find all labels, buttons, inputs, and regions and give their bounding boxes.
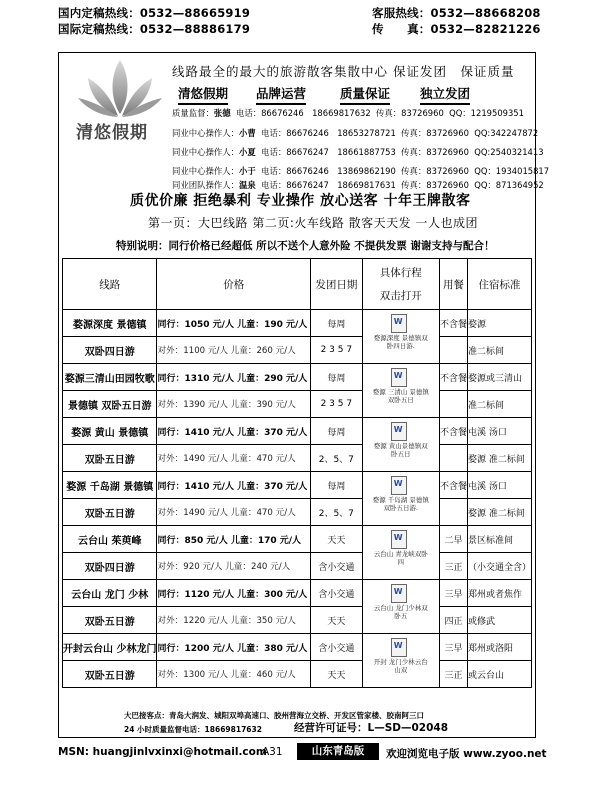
departure-days: 含小交通	[311, 634, 363, 661]
itinerary-doc[interactable]	[362, 580, 439, 634]
retail-price: 对外：1100 元/人 儿童：260 元/人	[157, 337, 311, 364]
word-document-icon[interactable]	[391, 314, 407, 333]
meal-info: 二早	[439, 526, 467, 553]
table-row	[63, 661, 532, 688]
table-row	[63, 310, 532, 337]
table-row	[63, 499, 532, 526]
meal-info: 不含餐	[439, 418, 467, 445]
departure-days: 2 3 5 7	[311, 337, 363, 364]
stay-info: 或修武	[467, 607, 531, 634]
table-row	[63, 337, 532, 364]
retail-price: 对外：920 元/人 儿童：240 元/人	[157, 553, 311, 580]
service-hotline: 客服热线：0532—88668208	[372, 6, 541, 20]
meal-info: 不含餐	[439, 310, 467, 337]
meal-info: 不含餐	[439, 364, 467, 391]
meal-info: 不含餐	[439, 472, 467, 499]
word-document-icon[interactable]	[391, 422, 407, 441]
badge-independent: 独立发团	[420, 84, 470, 105]
header-price: 价格	[157, 259, 311, 310]
table-row	[63, 418, 532, 445]
route-duration: 双卧五日游	[63, 499, 157, 526]
quality-phone: 24 小时质量监督电话：18669817632	[124, 725, 262, 734]
word-document-icon[interactable]	[391, 476, 407, 495]
badge-operation: 品牌运营	[256, 84, 306, 105]
itinerary-doc-label: 云台山 青龙峡双卧四	[373, 549, 428, 566]
stay-info: 郑州或洛阳	[467, 634, 531, 661]
route-duration: 双卧四日游	[63, 337, 157, 364]
meal-info: 三正	[439, 661, 467, 688]
stay-info: 婺源	[467, 310, 531, 337]
route-duration: 双卧五日游	[63, 607, 157, 634]
peer-price: 同行：1050 元/人 儿童：190 元/人	[157, 310, 311, 337]
stay-info: 景区标准间	[467, 526, 531, 553]
peer-price: 同行：1410 元/人 儿童：370 元/人	[157, 418, 311, 445]
departure-days: 天天	[311, 661, 363, 688]
departure-days: 2、5、7	[311, 445, 363, 472]
departure-days: 每周	[311, 364, 363, 391]
itinerary-doc[interactable]	[362, 634, 439, 688]
itinerary-doc[interactable]	[362, 310, 439, 364]
route-name: 开封云台山 少林龙门	[63, 634, 157, 661]
table-row	[63, 580, 532, 607]
staff-line: 同业中心操作人：小夏 电话：86676247 18661887753 传真：83726960 QQ:2540321413	[172, 147, 544, 157]
table-row	[63, 553, 532, 580]
meal-info: 三正	[439, 553, 467, 580]
staff-line: 同业团队操作人：温泉 电话：86676247 18669817631 传真：83726960 QQ：871364952	[172, 180, 544, 190]
fax-line: 传 真：0532—82821226	[372, 22, 541, 36]
meal-info	[439, 337, 467, 364]
page-number: A31	[262, 746, 283, 758]
peer-price: 同行：1120 元/人 儿童：300 元/人	[157, 580, 311, 607]
staff-line: 同业中心操作人：小曹 电话：86676246 18653278721 传真：83726960 QQ:342247872	[172, 128, 539, 138]
route-name: 云台山 龙门 少林	[63, 580, 157, 607]
header-meal: 用餐	[439, 259, 467, 310]
stay-info: 准二标间	[467, 391, 531, 418]
license-number: 经营许可证号：L—SD—02048	[294, 722, 448, 734]
badge-brand: 清悠假期	[178, 84, 228, 105]
route-duration: 景德镇 双卧五日游	[63, 391, 157, 418]
word-document-icon[interactable]	[391, 638, 407, 657]
itinerary-doc-label: 开封 龙门少林云台山双	[373, 657, 428, 674]
header-route: 线路	[63, 259, 157, 310]
meal-info: 三早	[439, 580, 467, 607]
staff-line: 同业中心操作人：小于 电话：86676246 13869862190 传真：83726960 QQ：1934015817	[172, 166, 550, 176]
retail-price: 对外：1490 元/人 儿童：470 元/人	[157, 499, 311, 526]
stay-info: 准二标间	[467, 337, 531, 364]
departure-days: 天天	[311, 607, 363, 634]
pickup-points: 大巴接客点：青岛大润发、城阳双埠高速口、胶州营海立交桥、开发区管家楼、胶南阿三口	[124, 711, 424, 720]
itinerary-doc[interactable]	[362, 418, 439, 472]
word-document-icon[interactable]	[391, 368, 407, 387]
departure-days: 2 3 5 7	[311, 391, 363, 418]
departure-days: 天天	[311, 526, 363, 553]
meal-info	[439, 499, 467, 526]
retail-price: 对外：1390 元/人 儿童：390 元/人	[157, 391, 311, 418]
stay-info: 婺源 准二标间	[467, 445, 531, 472]
peer-price: 同行：1200 元/人 儿童：380 元/人	[157, 634, 311, 661]
service-slogan: 质优价廉 拒绝暴利 专业操作 放心送客 十年王牌散客	[130, 193, 471, 209]
itinerary-doc[interactable]	[362, 526, 439, 580]
stay-info: 郑州或者焦作	[467, 580, 531, 607]
route-duration: 双卧四日游	[63, 553, 157, 580]
itinerary-doc-label: 婺源深度 景德镇双卧四日游.	[373, 333, 428, 350]
edition-badge: 山东青岛版	[297, 743, 379, 760]
word-document-icon[interactable]	[391, 530, 407, 549]
table-row	[63, 472, 532, 499]
staff-line: 质量监督：张德 电话：86676246 18669817632 传真：83726960 QQ：1219509351	[172, 108, 524, 118]
welcome-text: 欢迎浏览电子版 www.zyoo.net	[386, 748, 547, 760]
route-name: 婺源深度 景德镇	[63, 310, 157, 337]
header-stay: 住宿标准	[467, 259, 531, 310]
meal-info	[439, 391, 467, 418]
table-header-row	[63, 259, 532, 310]
itinerary-doc[interactable]	[362, 472, 439, 526]
badge-quality: 质量保证	[340, 84, 390, 105]
stay-info: 屯溪 汤口	[467, 472, 531, 499]
stay-info: 或云台山	[467, 661, 531, 688]
departure-days: 含小交通	[311, 580, 363, 607]
departure-days: 每周	[311, 310, 363, 337]
price-table	[62, 258, 532, 688]
page-guide: 第一页：大巴线路 第二页:火车线路 散客天天发 一人也成团	[148, 216, 478, 230]
special-notice: 特别说明：同行价格已经超低 所以不送个人意外险 不提供发票 谢谢支持与配合！	[116, 240, 495, 252]
stay-info: 婺源 准二标间	[467, 499, 531, 526]
peer-price: 同行：1410 元/人 儿童：370 元/人	[157, 472, 311, 499]
msn-contact: MSN: huangjinlvxinxi@hotmail.com	[58, 746, 267, 758]
departure-days: 每周	[311, 418, 363, 445]
itinerary-doc[interactable]	[362, 364, 439, 418]
route-name: 婺源 千岛湖 景德镇	[63, 472, 157, 499]
meal-info: 三早	[439, 634, 467, 661]
route-name: 云台山 茱萸峰	[63, 526, 157, 553]
table-row	[63, 445, 532, 472]
brand-logo-text: 清悠假期	[76, 123, 148, 143]
brand-slogan: 线路最全的最大的旅游散客集散中心 保证发团 保证质量	[172, 64, 515, 79]
departure-days: 含小交通	[311, 553, 363, 580]
header-date: 发团日期	[311, 259, 363, 310]
route-duration: 双卧五日游	[63, 661, 157, 688]
meal-info: 四正	[439, 607, 467, 634]
table-row	[63, 607, 532, 634]
itinerary-doc-label: 婺源 黄山景德镇双卧五日	[373, 441, 428, 458]
domestic-hotline: 国内定稿热线：0532—88665919	[58, 6, 251, 20]
itinerary-doc-label: 云台山 龙门少林双卧五	[373, 603, 428, 620]
stay-info: 屯溪 汤口	[467, 418, 531, 445]
stay-info: （小交通全含）	[467, 553, 531, 580]
table-row	[63, 364, 532, 391]
retail-price: 对外：1490 元/人 儿童：470 元/人	[157, 445, 311, 472]
departure-days: 每周	[311, 472, 363, 499]
retail-price: 对外：1300 元/人 儿童：460 元/人	[157, 661, 311, 688]
international-hotline: 国际定稿热线：0532—88886179	[58, 22, 251, 36]
itinerary-doc-label: 婺源 三清山 景德镇双卧五日	[372, 387, 429, 404]
departure-days: 2、5、7	[311, 499, 363, 526]
meal-info	[439, 445, 467, 472]
peer-price: 同行：850 元/人 儿童：170 元/人	[157, 526, 311, 553]
retail-price: 对外：1220 元/人 儿童：350 元/人	[157, 607, 311, 634]
table-row	[63, 526, 532, 553]
table-row	[63, 391, 532, 418]
stay-info: 婺源或三清山	[467, 364, 531, 391]
word-document-icon[interactable]	[391, 584, 407, 603]
table-row	[63, 634, 532, 661]
route-duration: 双卧五日游	[63, 445, 157, 472]
peer-price: 同行：1310 元/人 儿童：290 元/人	[157, 364, 311, 391]
header-itinerary: 具体行程 双击打开	[362, 259, 439, 310]
route-name: 婺源三清山田园牧歌	[63, 364, 157, 391]
itinerary-doc-label: 婺源 千岛湖 景德镇双卧五日游.	[372, 495, 429, 512]
route-name: 婺源 黄山 景德镇	[63, 418, 157, 445]
